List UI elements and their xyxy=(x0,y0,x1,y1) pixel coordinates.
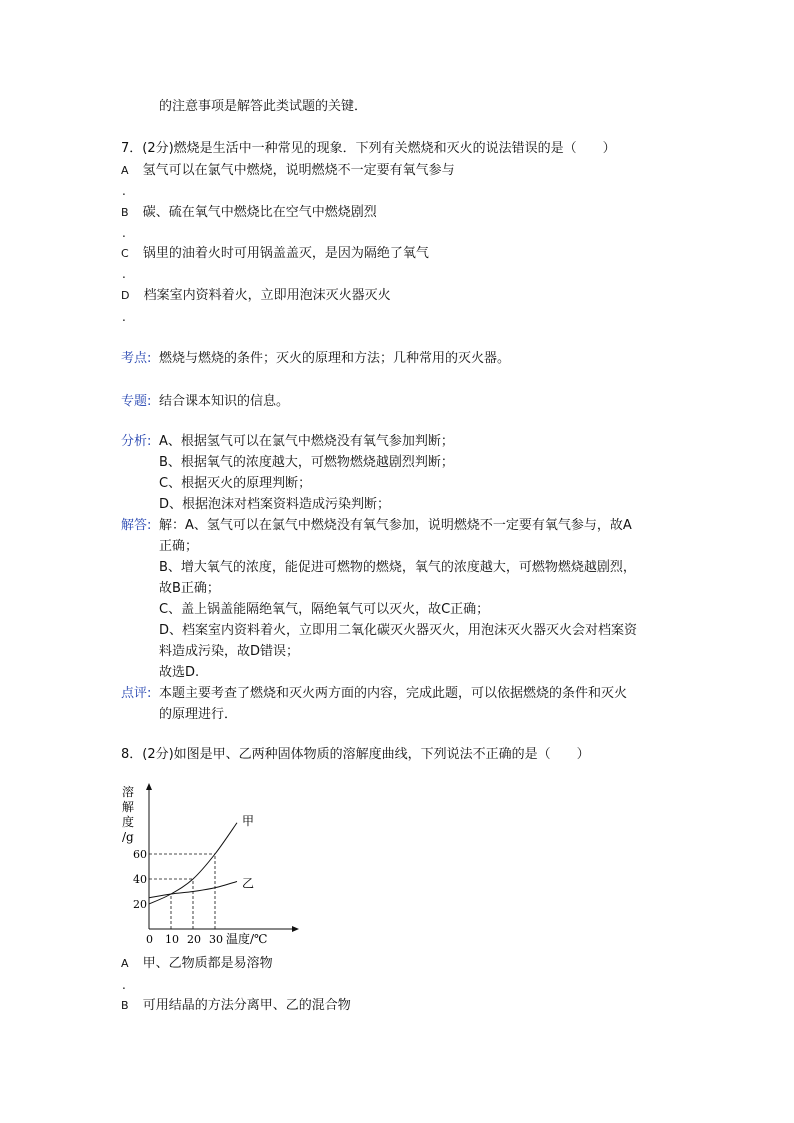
series-label: 甲 xyxy=(242,813,255,828)
zhuanti-text: 结合课本知识的信息。 xyxy=(159,394,290,409)
q7-option-c[interactable] xyxy=(121,245,429,263)
option-text: 碳、硫在氧气中燃烧比在空气中燃烧剧烈 xyxy=(142,205,377,220)
y-label-char: 度 xyxy=(122,815,135,829)
dianping-line: 的原理进行． xyxy=(159,707,238,722)
y-tick-label: 60 xyxy=(133,848,147,861)
x-tick-label: 30 xyxy=(209,933,223,946)
x-tick-label: 20 xyxy=(187,933,201,946)
guide-lines xyxy=(149,854,215,929)
option-dot: . xyxy=(122,310,126,324)
option-text: 档案室内资料着火，立即用泡沫灭火器灭火 xyxy=(143,288,391,303)
option-letter: C xyxy=(121,247,129,260)
option-text: 可用结晶的方法分离甲、乙的混合物 xyxy=(142,998,351,1013)
option-dot: . xyxy=(122,226,126,240)
q7-option-a[interactable] xyxy=(121,162,455,180)
dianping-label: 点评: xyxy=(121,686,152,701)
series-group xyxy=(149,814,254,904)
option-text: 甲、乙物质都是易溶物 xyxy=(142,956,273,971)
fenxi-label: 分析: xyxy=(121,434,152,449)
q8-option-b[interactable] xyxy=(121,997,351,1015)
option-text: 锅里的油着火时可用锅盖盖灭，是因为隔绝了氧气 xyxy=(142,246,429,261)
y-tick-label: 20 xyxy=(133,898,147,911)
option-letter: B xyxy=(121,999,129,1012)
y-label-char: 溶 xyxy=(122,785,135,799)
fenxi-line: C、根据灭火的原理判断； xyxy=(159,476,312,491)
series-label: 乙 xyxy=(242,876,255,891)
y-label-char: 解 xyxy=(122,800,135,814)
solubility-chart xyxy=(116,780,300,950)
jieda-line: 正确； xyxy=(159,539,199,554)
zhuanti-label: 专题: xyxy=(121,394,152,409)
jieda-line: B、增大氧气的浓度，能促进可燃物的燃烧，氧气的浓度越大，可燃物燃烧越剧烈， xyxy=(159,560,636,575)
jieda-line: C、盖上锅盖能隔绝氧气，隔绝氧气可以灭火，故C正确； xyxy=(159,602,490,617)
q6-tail-text: 的注意事项是解答此类试题的关键． xyxy=(159,99,368,114)
option-letter: A xyxy=(121,164,129,177)
jieda-line: 故选D. xyxy=(159,665,200,680)
option-letter: A xyxy=(121,957,129,970)
kaodian-text: 燃烧与燃烧的条件；灭火的原理和方法；几种常用的灭火器。 xyxy=(159,351,511,366)
option-text: 氢气可以在氯气中燃烧，说明燃烧不一定要有氧气参与 xyxy=(142,163,455,178)
y-tick-label: 40 xyxy=(133,873,147,886)
jieda-line: 故B正确； xyxy=(159,581,220,596)
x-tick-label: 10 xyxy=(165,933,179,946)
x-tick-label: 0 xyxy=(146,933,153,946)
dianping-line: 本题主要考查了燃烧和灭火两方面的内容，完成此题，可以依据燃烧的条件和灭火 xyxy=(159,686,628,701)
jieda-line: 料造成污染，故D错误； xyxy=(159,644,300,659)
fenxi-line: D、根据泡沫对档案资料造成污染判断； xyxy=(159,497,391,512)
q8-stem: 8．(2分)如图是甲、乙两种固体物质的溶解度曲线，下列说法不正确的是（ ） xyxy=(121,747,590,762)
q7-option-d[interactable] xyxy=(121,287,391,305)
q7-option-b[interactable] xyxy=(121,204,377,222)
option-dot: . xyxy=(122,184,126,198)
fenxi-line: B、根据氧气的浓度越大，可燃物燃烧越剧烈判断； xyxy=(159,455,454,470)
y-axis-label xyxy=(122,784,134,844)
q8-option-a[interactable] xyxy=(121,955,273,973)
jieda-line: D、档案室内资料着火，立即用二氧化碳灭火器灭火，用泡沫灭火器灭火会对档案资 xyxy=(159,623,638,638)
option-letter: B xyxy=(121,206,129,219)
jieda-label: 解答: xyxy=(121,518,152,533)
kaodian-label: 考点: xyxy=(121,351,152,366)
jieda-line: 解：A、氢气可以在氯气中燃烧没有氧气参加，说明燃烧不一定要有氧气参与，故A xyxy=(159,518,632,533)
option-letter: D xyxy=(121,289,130,302)
option-dot: . xyxy=(122,978,126,992)
tick-labels xyxy=(133,848,223,946)
x-axis-label: 温度/℃ xyxy=(226,932,268,946)
y-label-char: /g xyxy=(122,830,134,844)
option-dot: . xyxy=(122,267,126,281)
fenxi-line: A、根据氢气可以在氯气中燃烧没有氧气参加判断； xyxy=(159,434,454,449)
q7-stem: 7．(2分)燃烧是生活中一种常见的现象．下列有关燃烧和灭火的说法错误的是（ ） xyxy=(121,141,616,156)
